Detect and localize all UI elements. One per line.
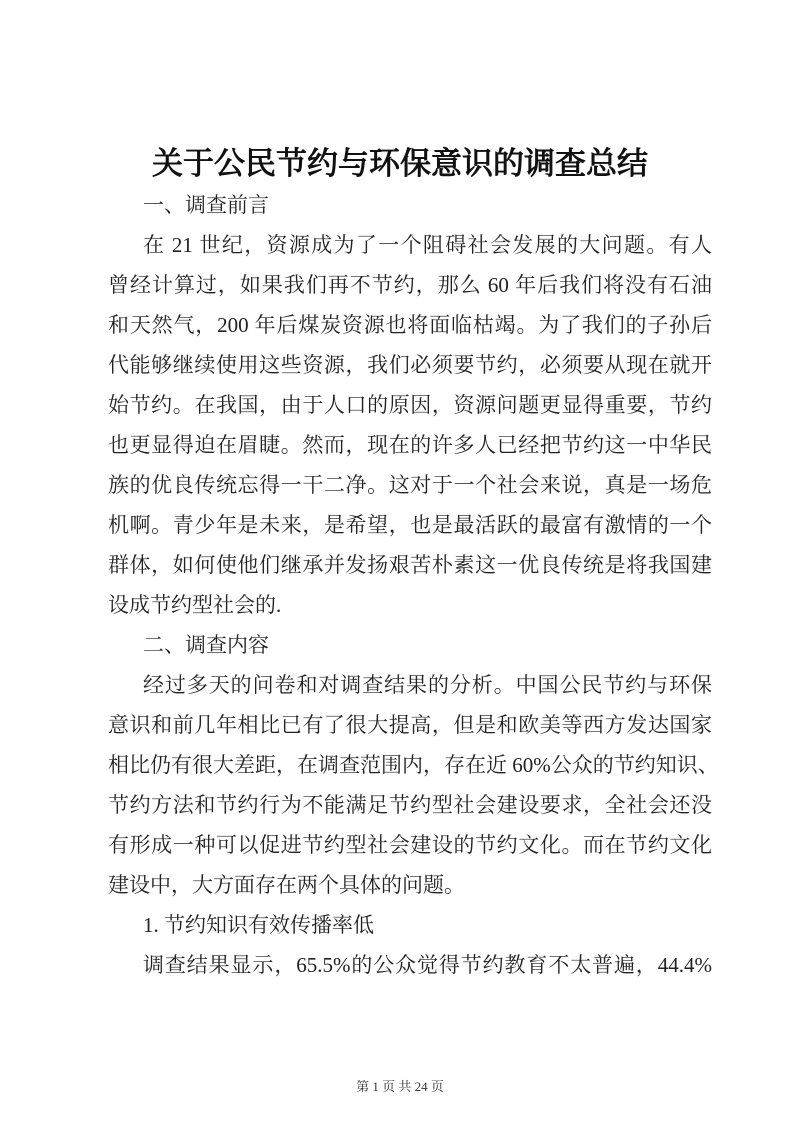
text-line: 二、调查内容 [143, 633, 269, 657]
text-line: 代能够继续使用这些资源，我们必须要节约，必须要从现在就开 [108, 353, 712, 377]
text-line: 族的优良传统忘得一干二净。这对于一个社会来说，真是一场危 [108, 473, 712, 497]
text-line: 机啊。青少年是未来，是希望，也是最活跃的最富有激情的一个 [108, 513, 712, 537]
text-line: 建设中，大方面存在两个具体的问题。 [108, 873, 465, 897]
text-line: 1. 节约知识有效传播率低 [143, 913, 374, 937]
text-line: 经过多天的问卷和对调查结果的分析。中国公民节约与环保 [143, 673, 712, 697]
text-line: 调查结果显示，65.5%的公众觉得节约教育不太普遍，44.4% [143, 953, 713, 977]
text-line: 有形成一种可以促进节约型社会建设的节约文化。而在节约文化 [108, 833, 712, 857]
document-title: 关于公民节约与环保意识的调查总结 [152, 146, 648, 181]
text-line: 和天然气，200 年后煤炭资源也将面临枯竭。为了我们的子孙后 [108, 313, 712, 337]
text-line: 意识和前几年相比已有了很大提高，但是和欧美等西方发达国家 [108, 713, 712, 737]
text-line: 始节约。在我国，由于人口的原因，资源问题更显得重要，节约 [108, 393, 712, 417]
text-line: 节约方法和节约行为不能满足节约型社会建设要求，全社会还没 [108, 793, 712, 817]
text-line: 曾经计算过，如果我们再不节约，那么 60 年后我们将没有石油 [108, 273, 712, 297]
text-line: 设成节约型社会的. [108, 593, 282, 617]
page-footer: 第 1 页 共 24 页 [356, 1079, 444, 1094]
text-line: 也更显得迫在眉睫。然而，现在的许多人已经把节约这一中华民 [108, 433, 712, 457]
text-line: 一、调查前言 [143, 193, 269, 217]
text-line: 在 21 世纪，资源成为了一个阻碍社会发展的大问题。有人 [143, 233, 712, 257]
text-line: 群体，如何使他们继承并发扬艰苦朴素这一优良传统是将我国建 [108, 553, 712, 577]
text-line: 相比仍有很大差距，在调查范围内，存在近 60%公众的节约知识、 [108, 753, 719, 777]
